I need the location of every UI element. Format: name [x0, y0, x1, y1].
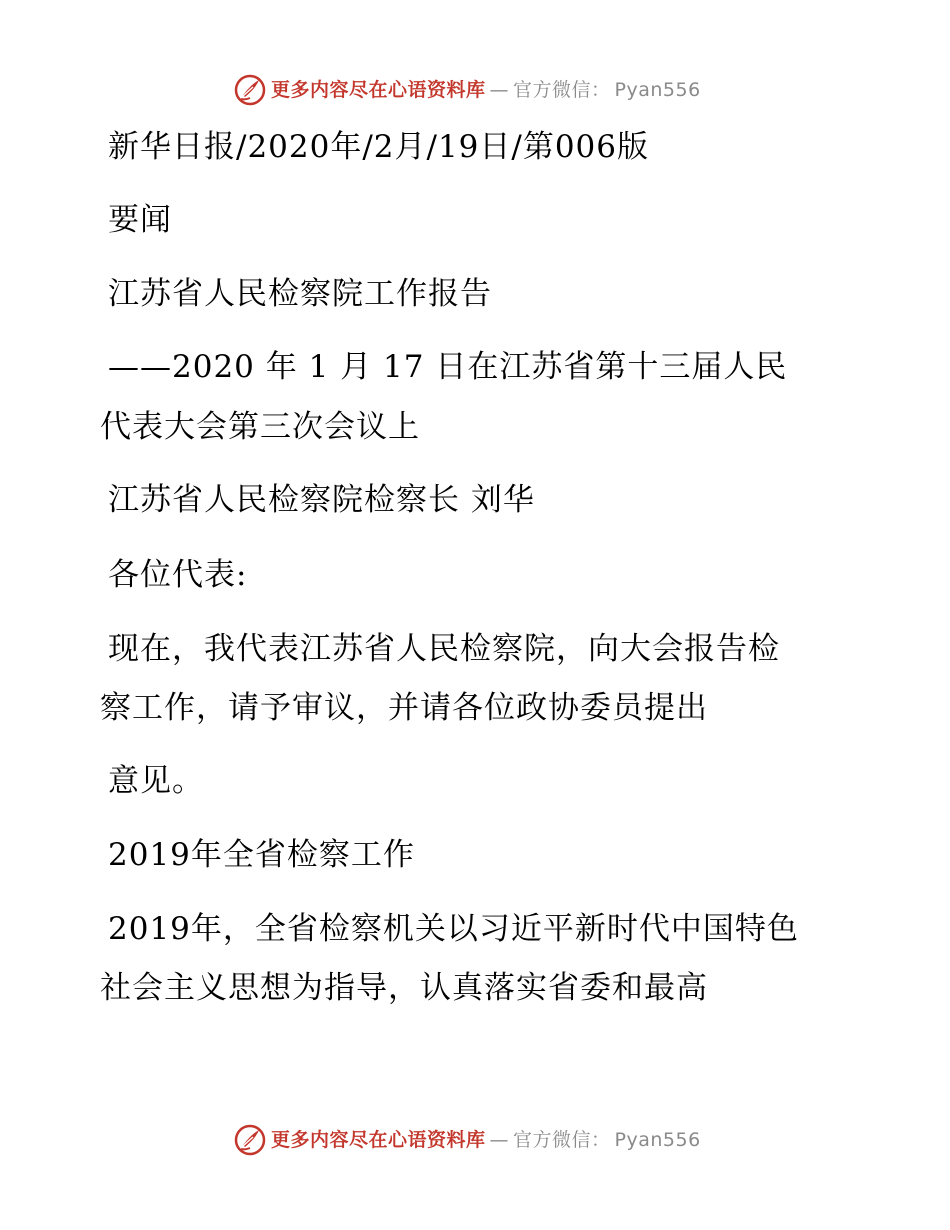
section-heading-2019: 2019年全省检察工作	[108, 837, 415, 873]
watermark-dash: —	[489, 1128, 510, 1151]
watermark-brand-text: 更多内容尽在心语资料库	[271, 1128, 486, 1151]
watermark-dash: —	[489, 78, 510, 101]
paragraph-1-line-2: 察工作，请予审议，并请各位政协委员提出	[100, 690, 708, 726]
watermark-brand-text: 更多内容尽在心语资料库	[271, 78, 486, 101]
salutation: 各位代表:	[108, 557, 248, 593]
report-title: 江苏省人民检察院工作报告	[108, 276, 492, 312]
report-subtitle-line-2: 代表大会第三次会议上	[100, 409, 420, 445]
paragraph-1-line-1: 现在，我代表江苏省人民检察院，向大会报告检	[108, 631, 780, 667]
watermark-footer	[233, 1122, 701, 1158]
feather-pen-logo-icon	[233, 1123, 267, 1157]
watermark-official-label: 官方微信：	[513, 1128, 611, 1151]
watermark-account: Pyan556	[614, 1128, 701, 1151]
paragraph-2-line-2: 社会主义思想为指导，认真落实省委和最高	[100, 970, 708, 1006]
author-line: 江苏省人民检察院检察长 刘华	[108, 482, 535, 518]
watermark-official-label: 官方微信：	[513, 78, 611, 101]
section-label: 要闻	[108, 202, 172, 238]
paragraph-2-line-1: 2019年，全省检察机关以习近平新时代中国特色	[108, 911, 799, 947]
source-line: 新华日报/2020年/2月/19日/第006版	[108, 129, 650, 165]
report-subtitle-line-1: ——2020 年 1 月 17 日在江苏省第十三届人民	[108, 349, 788, 385]
watermark-account: Pyan556	[614, 78, 701, 101]
paragraph-1-line-3: 意见。	[108, 763, 204, 799]
